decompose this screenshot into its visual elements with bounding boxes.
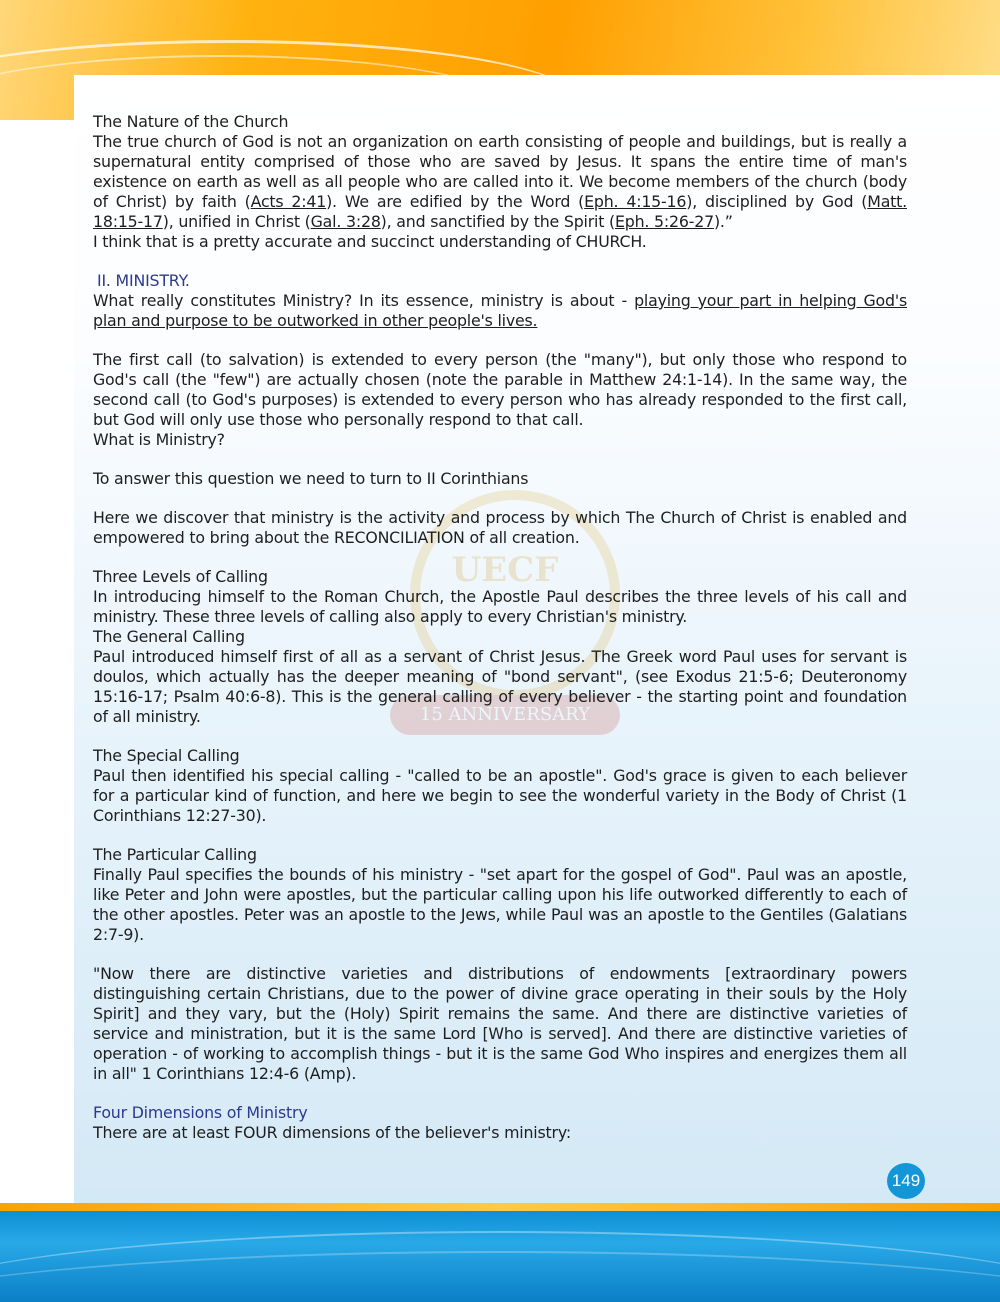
call-paragraph: The first call (to salvation) is extended to every person (the "many"), but only those who respond to God's call (the "few") are actually chosen (note the parable in Matthew 24:1-14). In the same way, the second call (to God's purposes) is extended to every person who has already responded to the first call, but God will only use those who personally respond to that call. [93,350,907,429]
particular-calling-heading: The Particular Calling [93,845,257,864]
dimensions-text: There are at least FOUR dimensions of the believer's ministry: [93,1123,571,1142]
ministry-question: What is Ministry? [93,430,225,449]
calling-intro: In introducing himself to the Roman Church, the Apostle Paul describes the three levels of his call and ministry. These three levels of calling also apply to every Christian's ministry. [93,587,907,626]
particular-calling-text: Finally Paul specifies the bounds of his ministry - "set apart for the gospel of God". Paul was an apostle, like Peter and John were apostles, but the particular calling upon his life outworked differently to each of the other apostles. Peter was an apostle to the Jews, while Paul was an apostle to the Gentiles (Galatians 2:7-9). [93,865,907,944]
special-calling-text: Paul then identified his special calling - "called to be an apostle". God's grace is given to each believer for a particular kind of function, and here we begin to see the wonderful variety in the Body of Christ (1 Corinthians 12:27-30). [93,766,907,825]
reconciliation-paragraph: Here we discover that ministry is the activity and process by which The Church of Christ is enabled and empowered to bring about the RECONCILIATION of all creation. [93,508,907,547]
scripture-link[interactable]: Eph. 5:26-27 [614,212,714,231]
watermark-text: UECF [451,550,559,590]
section-heading-dimensions: Four Dimensions of Ministry [93,1103,308,1122]
text-span: ), unified in Christ ( [162,212,311,231]
section-heading-calling: Three Levels of Calling [93,567,268,586]
general-calling-heading: The General Calling [93,627,245,646]
scripture-link[interactable]: Acts 2:41 [250,192,327,211]
bottom-gold-stripe [0,1203,1000,1211]
page-number-badge: 149 [887,1163,925,1199]
scripture-link[interactable]: Matt. 18:15-17 [93,192,907,231]
ministry-answer: To answer this question we need to turn to II Corinthians [93,469,529,488]
text-span: ). We are edified by the Word ( [326,192,585,211]
scripture-link[interactable]: Eph. 4:15-16 [584,192,687,211]
bottom-decorative-band [0,1211,1000,1302]
scripture-link[interactable]: Gal. 3:28 [310,212,381,231]
text-span: ), and sanctified by the Spirit ( [380,212,615,231]
special-calling-heading: The Special Calling [93,746,240,765]
watermark-ribbon: 15 ANNIVERSARY [390,695,620,735]
text-span: ), disciplined by God ( [686,192,868,211]
church-paragraph [93,132,907,232]
page-body [93,112,907,1143]
underlined-phrase: playing your part in helping God's plan and purpose to be outworked in other people's lives. [93,291,907,330]
section-heading-ministry: II. MINISTRY. [97,271,190,290]
church-closing: I think that is a pretty accurate and succinct understanding of CHURCH. [93,232,647,251]
section-heading-church: The Nature of the Church [93,112,289,131]
text-span: The true church of God is not an organization on earth consisting of people and buildings, but is really a supernatural entity comprised of those who are saved by Jesus. It spans the entire time of man's existence on earth as well as all people who are called into it. We become members of the church (body of Christ) by faith ( [93,132,907,211]
ministry-intro [93,291,907,331]
scripture-quote: "Now there are distinctive varieties and distributions of endowments [extraordinary powers distinguishing certain Christians, due to the power of divine grace operating in their souls by the Holy Spirit] and they vary, but the (Holy) Spirit remains the same. And there are distinctive varieties of service and ministration, but it is the same Lord [Who is served]. And there are distinctive varieties of operation - of working to accomplish things - but it is the same God Who inspires and energizes them all in all" 1 Corinthians 12:4-6 (Amp). [93,964,907,1083]
text-span: What really constitutes Ministry? In its essence, ministry is about - [93,291,635,310]
text-span: ).” [713,212,733,231]
general-calling-text: Paul introduced himself first of all as a servant of Christ Jesus. The Greek word Paul uses for servant is doulos, which actually has the deeper meaning of "bond servant", (see Exodus 21:5-6; Deuteronomy 15:16-17; Psalm 40:6-8). This is the general calling of every believer - the starting point and foundation of all ministry. [93,647,907,726]
